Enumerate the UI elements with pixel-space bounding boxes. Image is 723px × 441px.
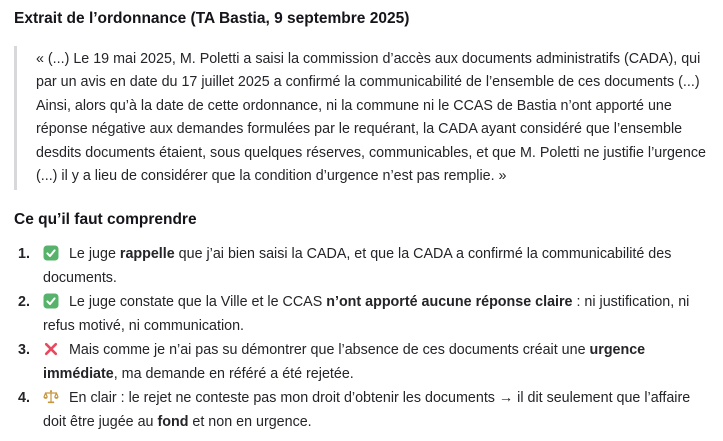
item-number: 1.: [18, 246, 30, 263]
item-number: 2.: [18, 294, 30, 311]
item-number: 4.: [18, 390, 30, 407]
item-text: Mais comme je n’ai pas su démontrer que l’absence de ces documents créait une urgence immédiate, ma demande en référé a été rejetée.: [43, 342, 646, 383]
list-item: [14, 242, 711, 290]
cross-mark-icon: [43, 341, 59, 357]
extract-heading: Extrait de l’ordonnance (TA Bastia, 9 septembre 2025): [14, 10, 410, 27]
item-number: 3.: [18, 342, 30, 359]
list-item: [14, 290, 711, 338]
item-text: En clair : le rejet ne conteste pas mon droit d’obtenir les documents → il dit seulement que l’affaire doit être jugée au fond et non en urgence.: [43, 390, 691, 431]
comprehension-heading: Ce qu’il faut comprendre: [14, 211, 197, 229]
list-item: [14, 338, 711, 386]
item-text: Le juge constate que la Ville et le CCAS n’ont apporté aucune réponse claire : ni justification, ni refus motivé, ni communication.: [43, 294, 690, 335]
explanation-list: [14, 242, 711, 434]
check-mark-icon: [43, 245, 59, 261]
scales-icon: [43, 389, 59, 405]
check-mark-icon: [43, 293, 59, 309]
list-item: [14, 386, 711, 434]
ordinance-quote: « (...) Le 19 mai 2025, M. Poletti a saisi la commission d’accès aux documents administratifs (CADA), qui par un avis en date du 17 juillet 2025 a confirmé la communicabilité de l’ensemble de ces documents (...) Ainsi, alors qu’à la date de cette ordonnance, ni la commune ni le CCAS de Bastia n’ont apporté une réponse négative aux demandes formulées par le requérant, la CADA ayant considéré que l’ensemble desdits documents étaient, sous quelques réserves, communicables, et que M. Poletti ne justifie l’urgence (...) il y a lieu de considérer que la condition d’urgence n’est pas remplie. »: [14, 46, 711, 190]
item-text: Le juge rappelle que j’ai bien saisi la CADA, et que la CADA a confirmé la communicabilité des documents.: [43, 246, 672, 287]
